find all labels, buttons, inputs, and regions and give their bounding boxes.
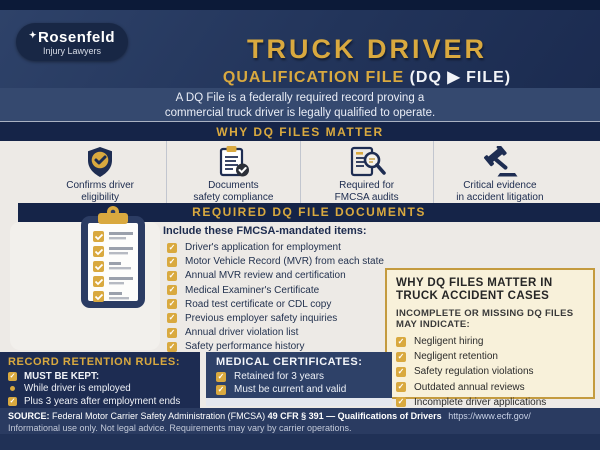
top-strip: [0, 0, 600, 10]
why-matter-banner: WHY DQ FILES MATTER: [0, 121, 600, 142]
accident-panel-title: WHY DQ FILES MATTER IN TRUCK ACCIDENT CASES: [396, 277, 553, 302]
retention-item: ✓ MUST BE KEPT:: [9, 370, 100, 382]
clipboard-check-icon: [167, 145, 299, 179]
benefit-label: Confirms driver eligibility: [66, 180, 135, 203]
document-magnifier-icon: [301, 145, 433, 179]
benefit-audits: [300, 141, 433, 203]
check-icon: ✓: [397, 382, 405, 392]
description-line2: commercial truck driver is legally qualified to operate.: [164, 107, 436, 119]
shield-check-icon: [34, 145, 166, 179]
benefit-label: Documents safety compliance: [193, 180, 274, 203]
clipboard-illustration-icon: [76, 205, 150, 318]
gavel-icon: [434, 145, 566, 179]
brand-tagline: Injury Lawyers: [42, 46, 102, 56]
footer-strip: [0, 434, 600, 450]
medical-box-strip: [206, 398, 392, 406]
doc-item: ✓ Safety performance history: [168, 341, 305, 353]
check-icon: ✓: [168, 270, 176, 280]
retention-title: RECORD RETENTION RULES:: [8, 356, 181, 368]
check-icon: ✓: [9, 372, 16, 380]
accident-cases-panel: [385, 268, 595, 408]
benefit-litigation: [433, 141, 566, 203]
check-icon: ✓: [9, 397, 16, 405]
check-icon: ✓: [168, 256, 176, 266]
accident-item: ✓ Incomplete driver applications: [397, 396, 547, 408]
accident-item: ✓ Negligent retention: [397, 351, 498, 363]
accident-item: ✓ Negligent hiring: [397, 336, 484, 347]
retention-item: ✓ Plus 3 years after employment ends: [9, 395, 181, 407]
source-bar: [0, 408, 600, 434]
check-icon: ✓: [217, 371, 225, 381]
check-icon: ✓: [397, 397, 405, 407]
docs-checklist: [167, 242, 384, 356]
logo-star-icon: ✦: [28, 30, 38, 40]
why-matter-row: [0, 141, 600, 203]
source-regulation: 49 CFR § 391 — Qualifications of Drivers: [267, 411, 442, 421]
medical-item: ✓ Must be current and valid: [217, 384, 347, 395]
subtitle-gold: QUALIFICATION FILE: [222, 69, 405, 86]
brand-name: ✦Rosenfeld: [28, 29, 116, 46]
source-url: https://www.ecfr.gov/: [448, 411, 531, 421]
source-line: [8, 410, 592, 422]
accident-checklist: [396, 336, 584, 408]
page-subtitle: [140, 67, 594, 87]
bullet-icon: [10, 386, 15, 391]
docs-intro: Include these FMCSA-mandated items:: [163, 225, 367, 237]
check-icon: ✓: [168, 327, 176, 337]
benefit-label: Required for FMCSA audits: [334, 180, 399, 203]
check-icon: ✓: [217, 384, 225, 394]
check-icon: ✓: [168, 313, 176, 323]
check-icon: ✓: [168, 341, 176, 351]
source-label: SOURCE:: [8, 411, 50, 421]
doc-item: ✓ Motor Vehicle Record (MVR) from each state: [168, 256, 384, 268]
required-docs-banner: REQUIRED DQ FILE DOCUMENTS: [18, 203, 600, 222]
check-icon: ✓: [397, 351, 405, 361]
description-line1: A DQ File is a federally required record proving a: [175, 92, 425, 104]
check-icon: ✓: [168, 285, 176, 295]
benefit-label: Critical evidence in accident litigation: [456, 180, 544, 203]
medical-title: MEDICAL CERTIFICATES:: [216, 356, 363, 368]
benefit-compliance: [166, 141, 299, 203]
brand-logo: [16, 23, 128, 61]
check-icon: ✓: [168, 242, 176, 252]
benefit-eligibility: [34, 141, 166, 203]
retention-item: While driver is employed: [8, 383, 192, 394]
description-band: [0, 88, 600, 121]
accident-panel-subtitle: INCOMPLETE OR MISSING DQ FILES MAY INDICATE:: [396, 308, 574, 330]
doc-item: ✓ Road test certificate or CDL copy: [168, 298, 332, 310]
medical-item: ✓ Retained for 3 years: [217, 371, 325, 382]
check-icon: ✓: [397, 366, 405, 376]
doc-item: ✓ Medical Examiner's Certificate: [168, 284, 320, 296]
check-icon: ✓: [397, 336, 405, 346]
subtitle-rest: (DQ ▶ FILE): [409, 69, 512, 86]
disclaimer: Informational use only. Not legal advice. Requirements may vary by carrier operations.: [8, 423, 352, 433]
source-agency: Federal Motor Carrier Safety Administration (FMCSA): [52, 411, 266, 421]
check-icon: ✓: [168, 299, 176, 309]
medical-certificates-box: [206, 352, 392, 398]
accident-item: ✓ Safety regulation violations: [397, 366, 534, 378]
header: [0, 10, 600, 88]
retention-rules-box: [0, 352, 200, 408]
doc-item: ✓ Driver's application for employment: [168, 242, 341, 253]
doc-item: ✓ Previous employer safety inquiries: [168, 312, 338, 324]
accident-item: ✓ Outdated annual reviews: [397, 381, 525, 393]
page-title: TRUCK DRIVER: [246, 34, 487, 64]
doc-item: ✓ Annual MVR review and certification: [168, 270, 346, 282]
doc-item: ✓ Annual driver violation list: [168, 327, 299, 339]
